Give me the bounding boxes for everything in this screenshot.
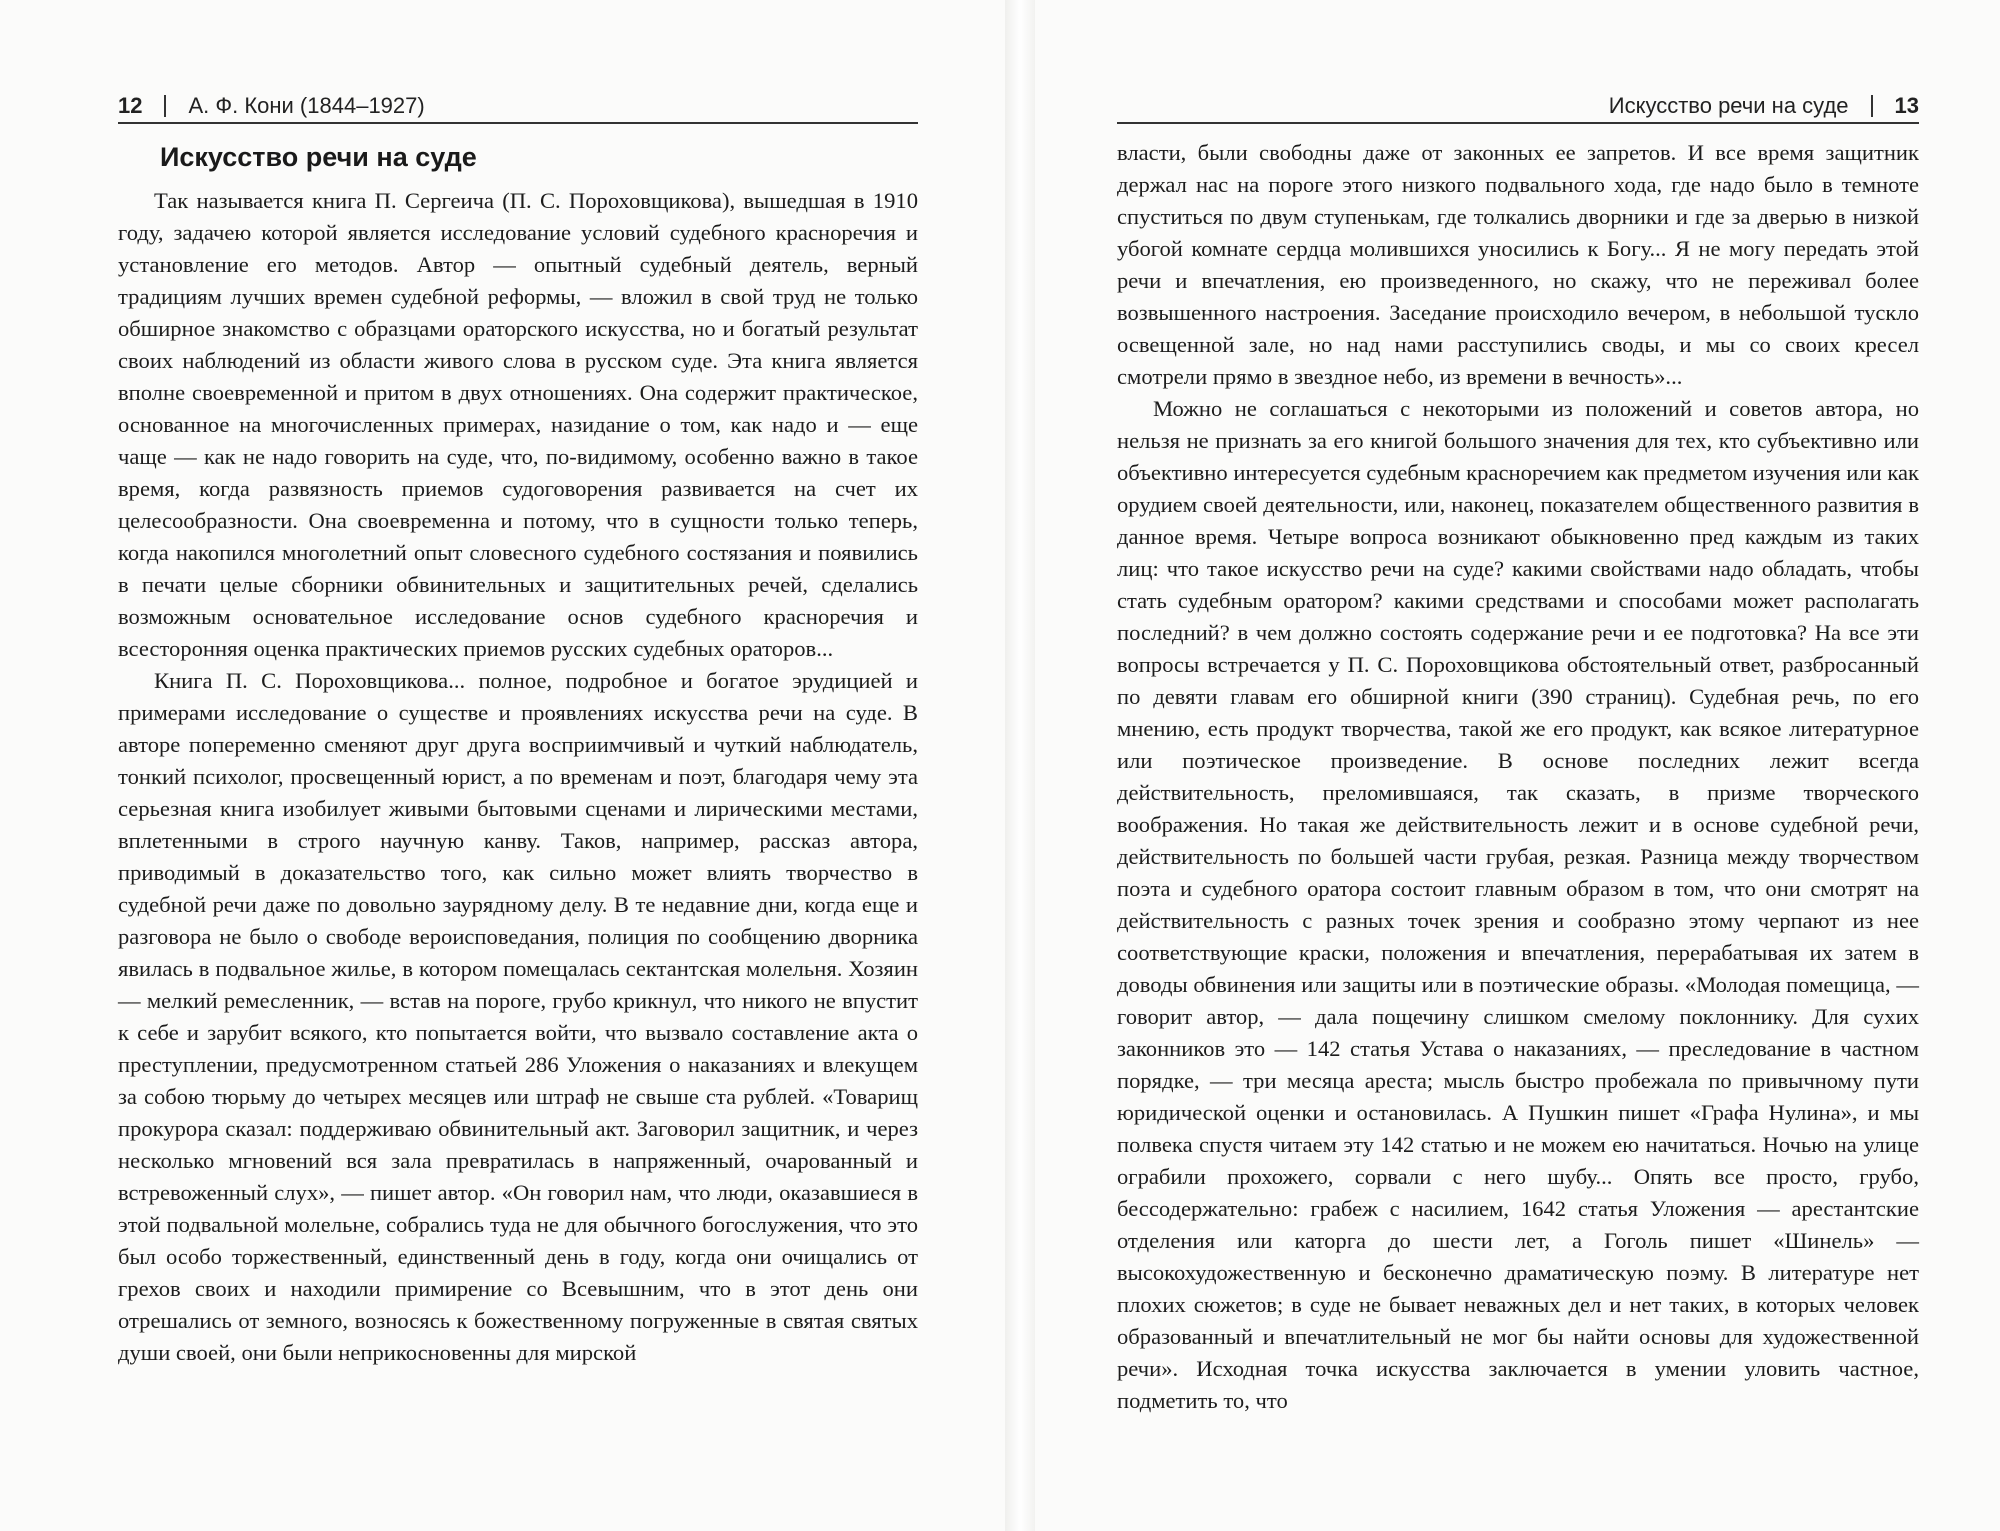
right-running-header [1117, 86, 1919, 126]
right-header-rule [1117, 122, 1919, 124]
left-header-rule [118, 122, 918, 124]
left-paragraph-1: Так называется книга П. Сергеича (П. С. Пороховщикова), вышедшая в 1910 году, задачею которой является исследование условий судебного красноречия и установление его методов. Автор — опытный судебный деятель, верный традициям лучших времен судебной реформы, — вложил в свой труд не только обширное знакомство с образцами ораторского искусства, но и богатый результат своих наблюдений из области живого слова в русском суде. Эта книга является вполне своевременной и притом в двух отношениях. Она содержит практическое, основанное на многочисленных примерах, назидание о том, как надо и — еще чаще — как не надо говорить на суде, что, по-видимому, особенно важно в такое время, когда развязность приемов судоговорения развивается на счет их целесообразности. Она своевременна и потому, что в сущности только теперь, когда накопился многолетний опыт словесного судебного состязания и появились в печати целые сборники обвинительных и защитительных речей, сделались возможным основательное исследование основ судебного красноречия и всесторонняя оценка практических приемов русских судебных ораторов... [118, 188, 918, 661]
left-running-header [118, 86, 918, 126]
left-page-number: 12 [118, 93, 143, 118]
left-body-text [118, 185, 918, 1369]
header-separator [164, 95, 166, 117]
right-page-number: 13 [1894, 93, 1919, 118]
left-paragraph-2: Книга П. С. Пороховщикова... полное, подробное и богатое эрудицией и примерами исследование о существе и проявлениях искусства речи на суде. В авторе попеременно сменяют друг друга восприимчивый и чуткий наблюдатель, тонкий психолог, просвещенный юрист, а по временам и поэт, благодаря чему эта серьезная книга изобилует живыми бытовыми сценами и лирическими местами, вплетенными в строго научную канву. Таков, например, рассказ автора, приводимый в доказательство того, как сильно может влиять творчество в судебной речи даже по довольно заурядному делу. В те недавние дни, когда еще и разговора не было о свободе вероисповедания, полиция по сообщению дворника явилась в подвальное жилье, в котором помещалась сектантская молельня. Хозяин — мелкий ремесленник, — встав на пороге, грубо крикнул, что никого не впустит к себе и зарубит всякого, кто попытается войти, что вызвало составление акта о преступлении, предусмотренном статьей 286 Уложения о наказаниях и влекущем за собою тюрьму до четырех месяцев или штраф не свыше ста рублей. «Товарищ прокурора сказал: поддерживаю обвинительный акт. Заговорил защитник, и через несколько мгновений вся зала превратилась в напряженный, очарованный и встревоженный слух», — пишет автор. «Он говорил нам, что люди, оказавшиеся в этой подвальной молельне, собрались туда не для обычного богослужения, что это был особо торжественный, единственный день в году, когда они очищались от грехов своих и находили примирение со Всевышним, что в этот день они отрешались от земного, возносясь к божественному погруженные в святая святых души своей, они были неприкосновенны для мирской [118, 668, 918, 1365]
right-paragraph-1: власти, были свободны даже от законных ее запретов. И все время защитник держал нас на пороге этого низкого подвального хода, где надо было в темноте спуститься по двум ступенькам, где толкались дворники и где за дверью в низкой убогой комнате сердца молившихся уносились к Богу... Я не могу передать этой речи и впечатления, ею произведенного, но скажу, что не переживал более возвышенного настроения. Заседание происходило вечером, в небольшой тускло освещенной зале, но над нами расступились своды, и мы со своих кресел смотрели прямо в звездное небо, из времени в вечность»... [1117, 140, 1919, 389]
right-paragraph-2: Можно не соглашаться с некоторыми из положений и советов автора, но нельзя не признать за его книгой большого значения для тех, кто субъективно или объективно интересуется судебным красноречием как предметом изучения или как орудием своей деятельности, или, наконец, показателем общественного развития в данное время. Четыре вопроса возникают обыкновенно пред каждым из таких лиц: что такое искусство речи на суде? какими свойствами надо обладать, чтобы стать судебным оратором? какими средствами и способами может располагать последний? в чем должно состоять содержание речи и ее подготовка? На все эти вопросы встречается у П. С. Пороховщикова обстоятельный ответ, разбросанный по девяти главам его обширной книги (390 страниц). Судебная речь, по его мнению, есть продукт творчества, такой же его продукт, как всякое литературное или поэтическое произведение. В основе последних лежит всегда действительность, преломившаяся, так сказать, в призме творческого воображения. Но такая же действительность лежит и в основе судебной речи, действительность по большей части грубая, резкая. Разница между творчеством поэта и судебного оратора состоит главным образом в том, что они смотрят на действительность с разных точек зрения и сообразно этому черпают из нее соответствующие краски, положения и впечатления, перерабатывая их затем в доводы обвинения или защиты или в поэтические образы. «Молодая помещица, — говорит автор, — дала пощечину слишком смелому поклоннику. Для сухих законников это — 142 статья Устава о наказаниях, — преследование в частном порядке, — три месяца ареста; мысль быстро пробежала по привычному пути юридической оценки и остановилась. А Пушкин пишет «Графа Нулина», и мы полвека спустя читаем эту 142 статью и не можем ею начитаться. Ночью на улице ограбили прохожего, сорвали с него шубу... Опять все просто, грубо, бессодержательно: грабеж с насилием, 1642 статья Уложения — арестантские отделения или каторга до шести лет, а Гоголь пишет «Шинель» — высокохудожественную и бесконечно драматическую поэму. В литературе нет плохих сюжетов; в суде не бывает неважных дел и нет таких, в которых человек образованный и впечатлительный не мог бы найти основы для художественной речи». Исходная точка искусства заключается в умении уловить частное, подметить то, что [1117, 396, 1919, 1413]
section-title: Искусство речи на суде [160, 142, 477, 172]
right-running-head: Искусство речи на суде [1608, 93, 1849, 118]
right-body-text [1117, 137, 1919, 1417]
header-separator [1871, 95, 1873, 117]
left-running-head: А. Ф. Кони (1844–1927) [188, 93, 425, 118]
right-page [1035, 0, 2000, 1531]
book-gutter [1005, 0, 1035, 1531]
